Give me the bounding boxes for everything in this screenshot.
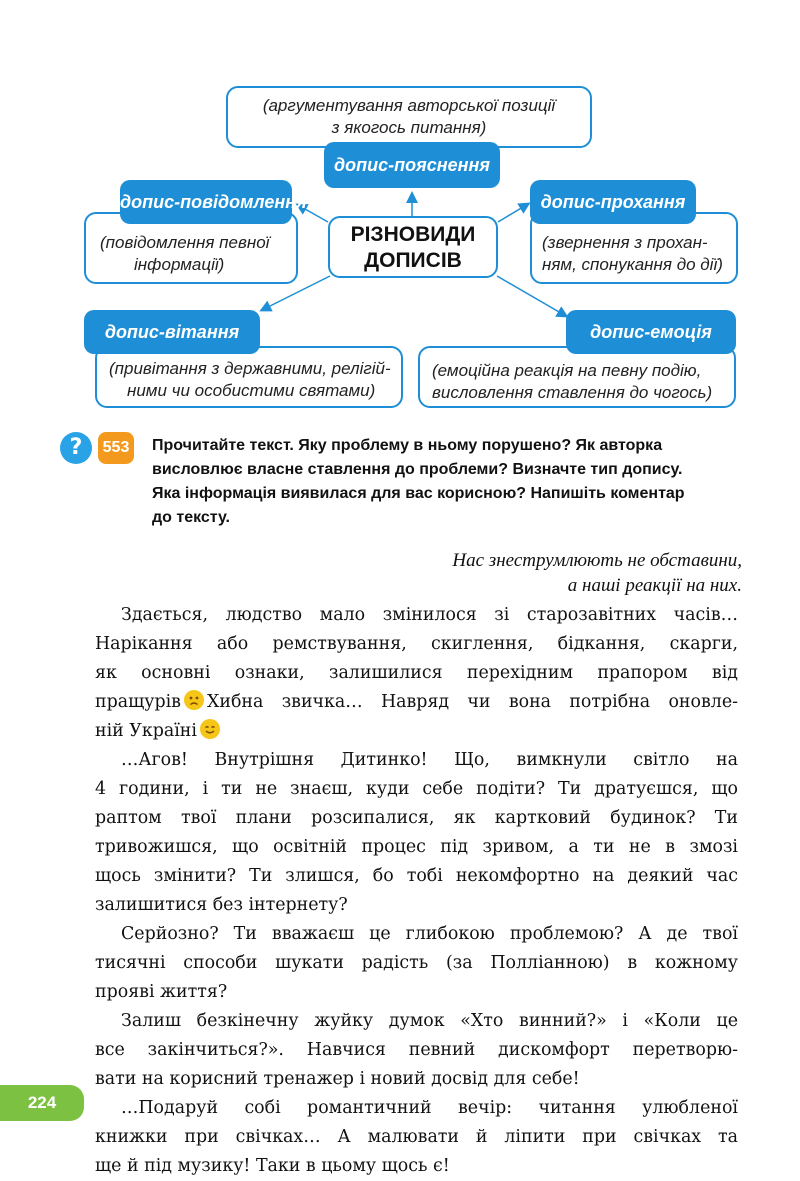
- text-line: …Подаруй собі романтичний вечір: читання улюбленої: [121, 1098, 738, 1118]
- page-number: 224: [0, 1085, 84, 1121]
- arrow-to-request: [498, 204, 528, 222]
- explanation-label: допис-пояснення: [324, 142, 500, 188]
- text-line: щось змінити? Ти злишся, бо тобі некомфортно на деякий час: [95, 866, 738, 886]
- text-line: 4 години, і ти не знаєш, куди себе подіти? Ти дратуєшся, що: [95, 779, 738, 799]
- text-line: тисячні способи шукати радість (за Полліанною) в кожному: [95, 953, 738, 973]
- explanation-description-box: [226, 86, 592, 148]
- emotion-label: допис-емоція: [566, 310, 736, 354]
- text-line: як основні ознаки, залишилися перехідним прапором від: [95, 663, 738, 683]
- sad-face-icon: [184, 690, 204, 710]
- text-line: ще й під музику! Таки в цьому щось є!: [95, 1156, 450, 1176]
- text-line: Залиш безкінечну жуйку думок «Хто винний?» і «Коли це: [121, 1011, 738, 1031]
- message-desc-line: (повідомлення певної: [100, 233, 270, 252]
- emotion-description-box: [418, 346, 736, 408]
- message-desc-line: інформації): [134, 255, 225, 274]
- text-fragment: ній Україні: [95, 721, 197, 741]
- text-line: Нарікання або ремствування, скиглення, бідкання, скарги,: [95, 634, 738, 654]
- explanation-desc-line: з якогось питання): [331, 118, 487, 137]
- center-title-line: ДОПИСІВ: [364, 249, 462, 272]
- center-title-line: РІЗНОВИДИ: [350, 223, 476, 246]
- text-line: Здається, людство мало змінилося зі старозавітних часів…: [121, 605, 738, 625]
- epigraph-line: а наші реакції на них.: [567, 575, 742, 596]
- text-line: тривожишся, що освітній процес під зривом, а ти не в змозі: [95, 837, 738, 857]
- task-instructions: [152, 434, 685, 530]
- text-line: [95, 717, 738, 746]
- text-line: прояві життя?: [95, 982, 228, 1002]
- epigraph-line: Нас знеструмлюють не обставини,: [452, 550, 742, 571]
- article-text: [95, 601, 738, 1181]
- task-line: до тексту.: [152, 509, 230, 526]
- text-line: Серйозно? Ти вважаєш це глибокою проблемою? А де твої: [121, 924, 738, 944]
- question-icon: ?: [60, 432, 92, 464]
- emotion-desc-line: (емоційна реакція на певну подію,: [432, 361, 702, 380]
- request-label: допис-прохання: [530, 180, 696, 224]
- epigraph: [452, 548, 742, 598]
- text-line: вати на корисний тренажер і новий досвід для себе!: [95, 1069, 580, 1089]
- request-desc-line: ням, спонукання до дії): [542, 255, 723, 274]
- task-line: Прочитайте текст. Яку проблему в ньому порушено? Як авторка: [152, 437, 663, 454]
- task-line: висловлює власне ставлення до проблеми? Визначте тип допису.: [152, 461, 683, 478]
- greeting-description-box: [95, 346, 403, 408]
- text-line: …Агов! Внутрішня Дитинко! Що, вимкнули світло на: [121, 750, 738, 770]
- smile-face-icon: [200, 719, 220, 739]
- exercise-number-badge: 553: [98, 432, 134, 464]
- request-desc-line: (звернення з прохан-: [542, 233, 708, 252]
- emotion-desc-line: висловлення ставлення до чогось): [432, 383, 713, 402]
- explanation-desc-line: (аргументування авторської позиції: [262, 96, 556, 115]
- text-line: [95, 688, 738, 717]
- greeting-label: допис-вітання: [84, 310, 260, 354]
- task-line: Яка інформація виявилася для вас корисною? Напишіть коментар: [152, 485, 685, 502]
- diagram-center-title: [328, 216, 498, 278]
- text-line: все закінчиться?». Навчися певний дискомфорт перетворю-: [95, 1040, 738, 1060]
- text-fragment: Хибна звичка… Навряд чи вона потрібна оновле-: [206, 692, 738, 712]
- text-fragment: пращурів: [95, 692, 181, 712]
- greeting-desc-line: (привітання з державними, релігій-: [109, 359, 391, 378]
- message-label: допис-повідомлення: [120, 180, 292, 224]
- text-line: залишитися без інтернету?: [95, 895, 348, 915]
- text-line: раптом твої плани розсипалися, як картковий будинок? Ти: [95, 808, 738, 828]
- greeting-desc-line: ними чи особистими святами): [127, 381, 376, 400]
- text-line: книжки при свічках… А малювати й ліпити при свічках та: [95, 1127, 738, 1147]
